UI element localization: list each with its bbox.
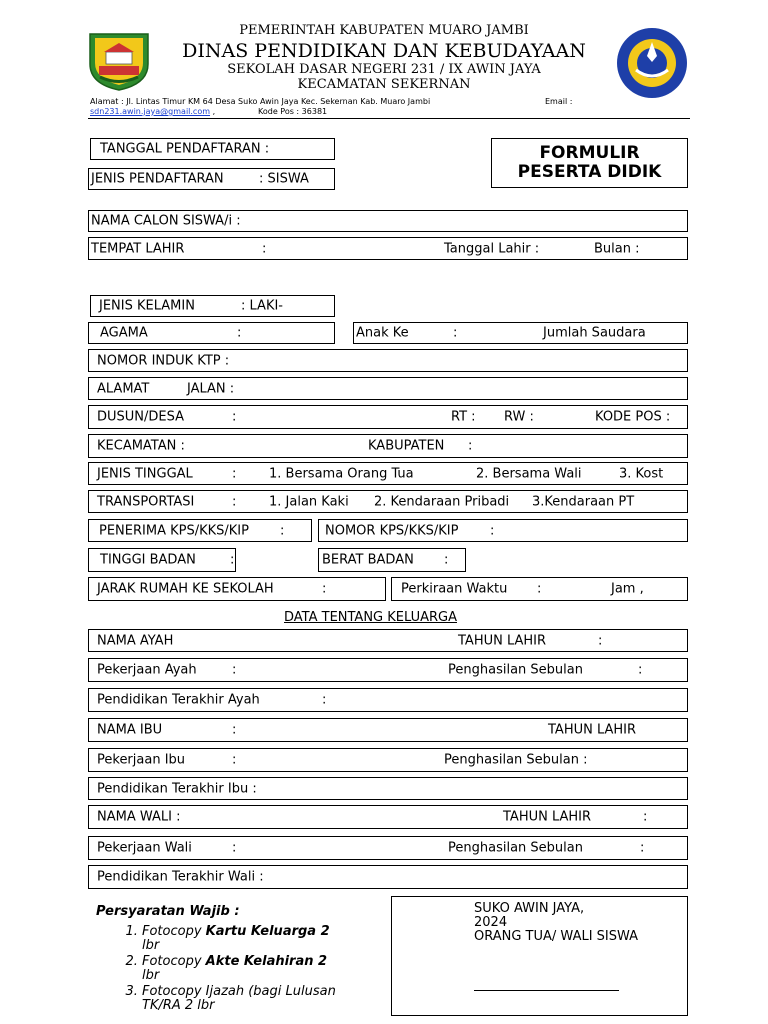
nomor-kps-box[interactable]: [318, 519, 688, 542]
tanggal-pendaftaran-box[interactable]: [90, 138, 335, 160]
penghasilan-ayah-label: Penghasilan Sebulan: [448, 662, 583, 678]
tahun-lahir-wali-colon: :: [643, 809, 648, 825]
jalan-label: JALAN :: [187, 381, 235, 396]
header-divider: [88, 118, 690, 119]
dusun-label: DUSUN/DESA: [97, 409, 185, 425]
kabupaten-colon: :: [468, 438, 473, 454]
pendidikan-ayah-box[interactable]: [88, 688, 688, 712]
pendidikan-ayah-label: Pendidikan Terakhir Ayah: [97, 692, 260, 708]
persyaratan-heading: Persyaratan Wajib :: [96, 904, 240, 919]
transportasi-box[interactable]: [88, 490, 688, 513]
keluarga-heading: DATA TENTANG KELUARGA: [284, 610, 457, 625]
transportasi-opt-2[interactable]: 2. Kendaraan Pribadi: [374, 494, 510, 509]
tinggi-badan-colon: :: [230, 552, 235, 568]
header-email-line: [90, 107, 215, 116]
pekerjaan-ibu-colon: :: [232, 752, 237, 768]
tempat-lahir-box[interactable]: [88, 237, 688, 260]
agama-label: AGAMA: [100, 325, 148, 341]
jenis-tinggal-opt-2[interactable]: 2. Bersama Wali: [476, 466, 582, 481]
email-link[interactable]: sdn231.awin.jaya@gmail.com: [90, 107, 211, 116]
nama-wali-box[interactable]: [88, 805, 688, 829]
waktu-label: Perkiraan Waktu: [401, 581, 508, 597]
nik-label: NOMOR INDUK KTP :: [97, 353, 230, 368]
waktu-box[interactable]: [391, 577, 688, 601]
kecamatan-label: KECAMATAN :: [97, 438, 185, 454]
transportasi-opt-1[interactable]: 1. Jalan Kaki: [269, 494, 349, 509]
persyaratan-item-1: 1. Fotocopy Kartu Keluarga 2 lbr: [142, 925, 382, 953]
pendidikan-ayah-colon: :: [322, 692, 327, 708]
jenis-tinggal-opt-1[interactable]: 1. Bersama Orang Tua: [269, 466, 414, 481]
header-dinas: DINAS PENDIDIKAN DAN KEBUDAYAAN: [182, 40, 586, 62]
pekerjaan-ibu-label: Pekerjaan Ibu: [97, 752, 186, 768]
penghasilan-wali-colon: :: [640, 840, 645, 856]
pekerjaan-ayah-box[interactable]: [88, 658, 688, 682]
anak-ke-box[interactable]: [353, 322, 688, 344]
pendidikan-wali-box[interactable]: [88, 865, 688, 889]
tanggal-lahir-label: Tanggal Lahir :: [444, 241, 540, 256]
pendidikan-wali-label: Pendidikan Terakhir Wali :: [97, 869, 264, 885]
tempat-lahir-label: TEMPAT LAHIR: [91, 241, 185, 256]
pekerjaan-ayah-colon: :: [232, 662, 237, 678]
nama-wali-label: NAMA WALI :: [97, 809, 181, 825]
header-email-label: Email :: [545, 97, 573, 106]
pendidikan-ibu-box[interactable]: [88, 777, 688, 800]
pekerjaan-wali-label: Pekerjaan Wali: [97, 840, 192, 856]
nama-ayah-box[interactable]: [88, 629, 688, 652]
dusun-box[interactable]: [88, 405, 688, 429]
tahun-lahir-ayah-colon: :: [598, 633, 603, 648]
transportasi-label: TRANSPORTASI: [97, 494, 195, 509]
pekerjaan-ayah-label: Pekerjaan Ayah: [97, 662, 197, 678]
transportasi-opt-3[interactable]: 3.Kendaraan PT: [532, 494, 635, 509]
email-suffix: ,: [210, 107, 216, 116]
jarak-colon: :: [322, 581, 327, 597]
signature-year: 2024: [474, 915, 508, 930]
bulan-label: Bulan :: [594, 241, 640, 256]
kode-pos-label: KODE POS :: [595, 409, 671, 425]
penghasilan-wali-label: Penghasilan Sebulan: [448, 840, 583, 856]
header-kecamatan: KECAMATAN SEKERNAN: [297, 77, 471, 92]
waktu-colon: :: [537, 581, 542, 597]
jarak-box[interactable]: [88, 577, 386, 601]
pekerjaan-wali-box[interactable]: [88, 836, 688, 860]
tempat-lahir-colon: :: [262, 241, 267, 256]
nama-ibu-box[interactable]: [88, 718, 688, 742]
tinggi-badan-label: TINGGI BADAN: [100, 552, 196, 568]
pekerjaan-ibu-box[interactable]: [88, 748, 688, 772]
nomor-kps-label: NOMOR KPS/KKS/KIP: [325, 523, 459, 538]
signature-box: [391, 896, 688, 1016]
pekerjaan-wali-colon: :: [232, 840, 237, 856]
tanggal-pendaftaran-label: TANGGAL PENDAFTARAN :: [100, 141, 270, 157]
transportasi-colon: :: [232, 494, 237, 509]
agama-box[interactable]: [88, 322, 335, 344]
agama-colon: :: [237, 325, 242, 341]
pendidikan-ibu-label: Pendidikan Terakhir Ibu :: [97, 781, 257, 796]
nama-ibu-label: NAMA IBU: [97, 722, 163, 738]
jarak-label: JARAK RUMAH KE SEKOLAH: [97, 581, 274, 597]
jenis-tinggal-colon: :: [232, 466, 237, 481]
anak-ke-colon: :: [453, 325, 458, 341]
jenis-tinggal-box[interactable]: [88, 462, 688, 485]
penerima-kps-colon: :: [280, 523, 285, 538]
persyaratan-item-2: 2. Fotocopy Akte Kelahiran 2 lbr: [142, 955, 382, 983]
rt-label: RT :: [451, 409, 476, 425]
berat-badan-label: BERAT BADAN: [322, 552, 414, 568]
jenis-tinggal-opt-3[interactable]: 3. Kost: [619, 466, 664, 481]
jenis-kelamin-box[interactable]: [90, 295, 335, 317]
berat-badan-box[interactable]: [318, 548, 466, 572]
tahun-lahir-wali-label: TAHUN LAHIR: [503, 809, 592, 825]
jam-label: Jam ,: [611, 581, 644, 597]
jenis-tinggal-label: JENIS TINGGAL: [97, 466, 193, 481]
alamat-label: ALAMAT: [97, 381, 150, 396]
form-title-box: [491, 138, 688, 188]
signature-line: [474, 990, 619, 991]
penghasilan-ayah-colon: :: [638, 662, 643, 678]
kecamatan-box[interactable]: [88, 434, 688, 458]
header-school: SEKOLAH DASAR NEGERI 231 / IX AWIN JAYA: [227, 62, 541, 77]
nik-box[interactable]: [88, 349, 688, 372]
berat-badan-colon: :: [444, 552, 449, 568]
dusun-colon: :: [232, 409, 237, 425]
form-title-1: FORMULIR: [539, 143, 640, 163]
persyaratan-item-3: 3. Fotocopy Ijazah (bagi Lulusan TK/RA 2 lbr: [142, 985, 382, 1013]
jenis-kelamin-label: JENIS KELAMIN: [99, 298, 195, 314]
nama-ibu-colon: :: [232, 722, 237, 738]
nama-calon-box[interactable]: [88, 210, 688, 232]
kabupaten-label: KABUPATEN: [368, 438, 445, 454]
penerima-kps-box[interactable]: [88, 519, 312, 542]
signature-title: ORANG TUA/ WALI SISWA: [474, 929, 639, 944]
jenis-pendaftaran-box[interactable]: [88, 168, 335, 190]
rw-label: RW :: [504, 409, 534, 425]
nomor-kps-colon: :: [490, 523, 495, 538]
jenis-pendaftaran-value: : SISWA: [259, 171, 309, 187]
header-address: Alamat : Jl. Lintas Timur KM 64 Desa Suko Awin Jaya Kec. Sekernan Kab. Muaro Jambi: [90, 97, 431, 106]
tinggi-badan-box[interactable]: [88, 548, 236, 572]
jenis-pendaftaran-label: JENIS PENDAFTARAN: [91, 171, 224, 187]
signature-place: SUKO AWIN JAYA,: [474, 901, 585, 916]
header-kode-pos: Kode Pos : 36381: [258, 107, 328, 116]
penerima-kps-label: PENERIMA KPS/KKS/KIP: [99, 523, 249, 538]
nama-ayah-label: NAMA AYAH: [97, 633, 174, 648]
jenis-kelamin-value: : LAKI-: [241, 298, 283, 314]
tahun-lahir-ayah-label: TAHUN LAHIR: [458, 633, 547, 648]
form-title-2: PESERTA DIDIK: [517, 162, 662, 182]
tahun-lahir-ibu-label: TAHUN LAHIR: [548, 722, 637, 738]
anak-ke-label: Anak Ke: [356, 325, 409, 341]
persyaratan-list: [118, 925, 382, 1013]
header-gov: PEMERINTAH KABUPATEN MUARO JAMBI: [239, 23, 529, 38]
jumlah-saudara-label: Jumlah Saudara: [543, 325, 646, 341]
alamat-box[interactable]: [88, 377, 688, 400]
nama-calon-label: NAMA CALON SISWA/i :: [91, 213, 241, 229]
penghasilan-ibu-label: Penghasilan Sebulan :: [444, 752, 588, 768]
